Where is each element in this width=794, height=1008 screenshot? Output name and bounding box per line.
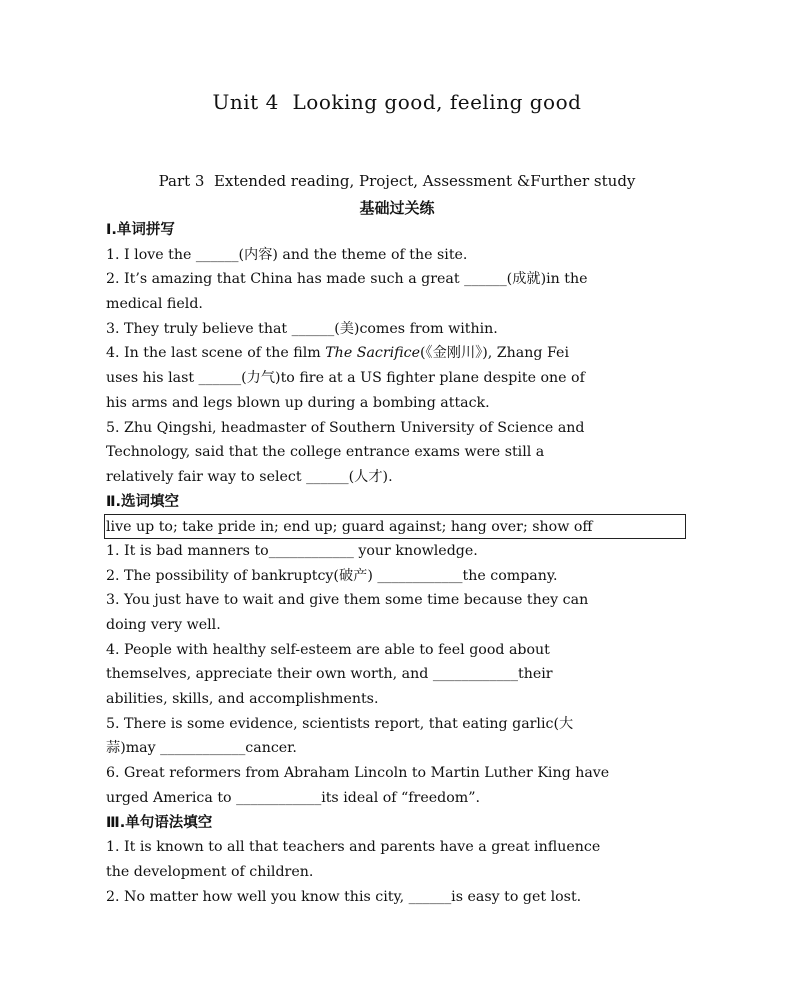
film-title: The Sacrifice <box>325 345 420 362</box>
spelling-question-3: 3. They truly believe that ______(美)comes from within. <box>106 320 498 337</box>
exercise-set-title: 基础过关练 <box>359 199 435 217</box>
phrase-question-4-cont: themselves, appreciate their own worth, and ____________their <box>106 666 553 683</box>
phrase-question-2: 2. The possibility of bankruptcy(破产) ____________the company. <box>106 567 558 584</box>
spelling-question-2: 2. It’s amazing that China has made such a great ______(成就)in the <box>106 271 588 288</box>
grammar-question-1-cont: the development of children. <box>106 863 314 880</box>
page-subtitle: Part 3 Extended reading, Project, Assessment &Further study <box>158 172 636 190</box>
page-title: Unit 4 Looking good, feeling good <box>212 90 582 114</box>
spelling-question-4-cont: uses his last ______(力气)to fire at a US fighter plane despite one of <box>106 370 585 387</box>
phrase-question-4-cont2: abilities, skills, and accomplishments. <box>106 691 379 708</box>
spelling-question-5-cont: Technology, said that the college entrance exams were still a <box>106 444 545 461</box>
spelling-question-5-cont2: relatively fair way to select ______(人才). <box>106 468 393 485</box>
section-heading-phrase-fill: Ⅱ.选词填空 <box>106 493 180 510</box>
phrase-question-4: 4. People with healthy self-esteem are able to feel good about <box>106 641 550 658</box>
phrase-question-1: 1. It is bad manners to____________ your knowledge. <box>106 542 478 559</box>
exercise-body <box>106 218 686 909</box>
spelling-question-5: 5. Zhu Qingshi, headmaster of Southern University of Science and <box>106 419 585 436</box>
spelling-question-4-cont2: his arms and legs blown up during a bombing attack. <box>106 394 490 411</box>
word-bank-box: live up to; take pride in; end up; guard against; hang over; show off <box>104 514 686 539</box>
section-heading-grammar-fill: Ⅲ.单句语法填空 <box>106 814 213 831</box>
spelling-question-4 <box>106 341 686 366</box>
phrase-question-3: 3. You just have to wait and give them some time because they can <box>106 592 589 609</box>
phrase-question-5: 5. There is some evidence, scientists report, that eating garlic(大 <box>106 715 574 732</box>
q4-text-post: (《金刚川》), Zhang Fei <box>419 345 569 362</box>
grammar-question-1: 1. It is known to all that teachers and parents have a great influence <box>106 839 601 856</box>
grammar-question-2: 2. No matter how well you know this city, ______is easy to get lost. <box>106 888 582 905</box>
spelling-question-2-cont: medical field. <box>106 296 203 313</box>
phrase-question-5-cont: 蒜)may ____________cancer. <box>106 740 297 757</box>
section-heading-spelling: Ⅰ.单词拼写 <box>106 222 175 238</box>
phrase-question-3-cont: doing very well. <box>106 617 221 633</box>
spelling-question-1: 1. I love the ______(内容) and the theme of the site. <box>106 246 468 263</box>
phrase-question-6-cont: urged America to ____________its ideal of “freedom”. <box>106 789 480 806</box>
phrase-question-6: 6. Great reformers from Abraham Lincoln to Martin Luther King have <box>106 765 610 782</box>
q4-text-pre: 4. In the last scene of the film <box>106 345 326 362</box>
